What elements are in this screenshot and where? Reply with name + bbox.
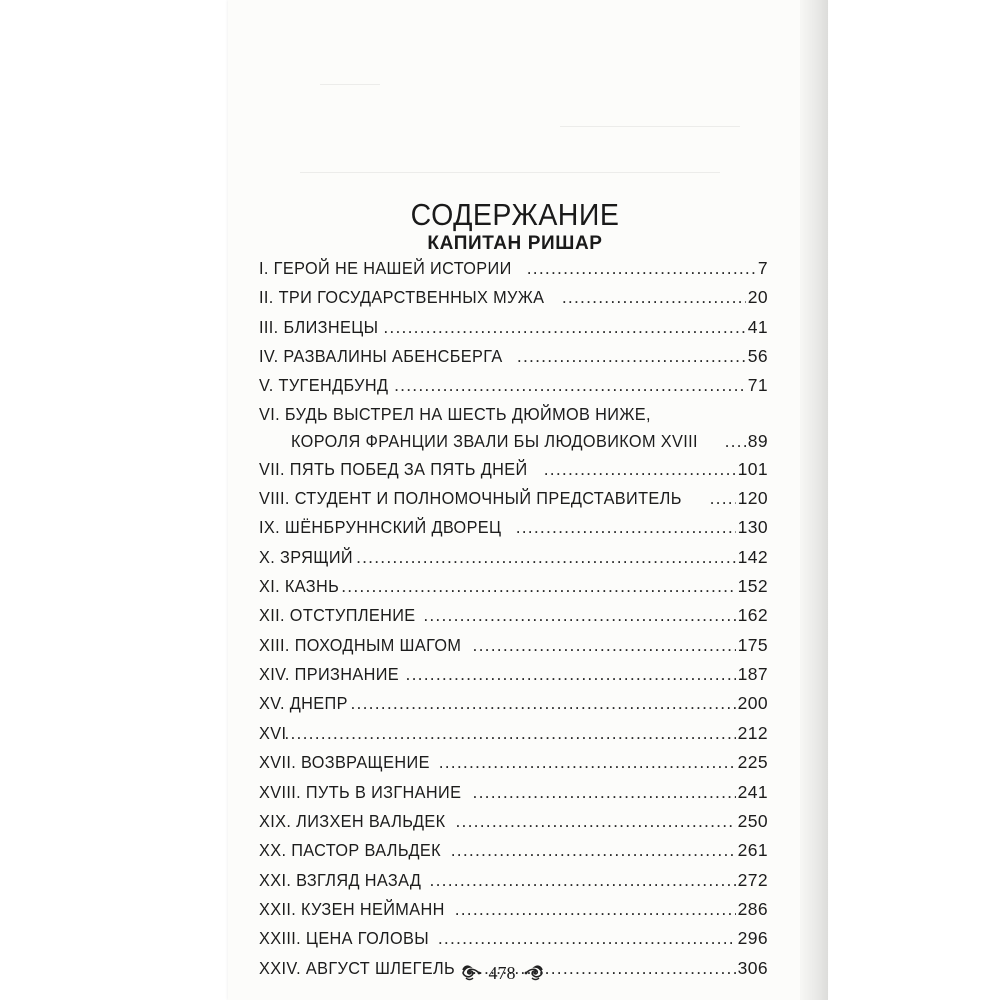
toc-entry [259,543,768,572]
dot-leader [423,601,735,630]
toc-page-number: 120 [737,488,768,509]
dot-leader [527,254,756,283]
dot-leader [455,895,736,924]
dot-leader [455,807,735,836]
dot-leader [341,572,735,601]
toc-page-number: 200 [737,693,768,714]
toc-page-number: 306 [737,957,768,978]
toc-page-number: 56 [747,346,768,367]
page-title: СОДЕРЖАНИЕ [410,196,620,232]
toc-entry-title: VIII. СТУДЕНТ И ПОЛНОМОЧНЫЙ ПРЕДСТАВИТЕЛЬ [259,488,682,509]
fleuron-icon [524,963,544,983]
toc-entry-title: XIX. ЛИЗХЕН ВАЛЬДЕК [259,810,446,831]
dot-leader [473,778,736,807]
toc-page-number: 241 [737,781,768,802]
toc-entry-title: XIV. ПРИЗНАНИЕ [259,664,399,685]
toc-entry [259,484,768,513]
table-of-contents [259,254,768,983]
toc-entry [259,631,768,660]
toc-entry [259,807,768,836]
toc-entry-title: VII. ПЯТЬ ПОБЕД ЗА ПЯТЬ ДНЕЙ [259,458,528,479]
dot-leader [284,719,735,748]
dot-leader [517,342,746,371]
dot-leader [473,631,736,660]
toc-page-number: 142 [737,546,768,567]
toc-page-number: 71 [747,375,768,396]
toc-entry-title: IV. РАЗВАЛИНЫ АБЕНСБЕРГА [259,346,503,367]
toc-entry-title: IX. ШЁНБРУННСКИЙ ДВОРЕЦ [259,517,502,538]
toc-entry-title: X. ЗРЯЩИЙ [259,546,353,567]
toc-entry-title: XIII. ПОХОДНЫМ ШАГОМ [259,634,462,655]
toc-entry-title: XVII. ВОЗВРАЩЕНИЕ [259,752,430,773]
toc-entry-title: XV. ДНЕПР [259,693,348,714]
toc-page-number: 272 [737,869,768,890]
toc-page-number: 225 [737,752,768,773]
toc-page-number: 286 [737,898,768,919]
dot-leader [451,836,736,865]
toc-entry-title: XX. ПАСТОР ВАЛЬДЕК [259,840,442,861]
section-title: КАПИТАН РИШАР [427,233,603,254]
dot-leader [350,689,735,718]
dot-leader [439,748,736,777]
toc-entry-title: I. ГЕРОЙ НЕ НАШЕЙ ИСТОРИИ [259,258,512,278]
toc-entry-title: XVIII. ПУТЬ В ИЗГНАНИЕ [259,781,462,802]
toc-entry-continuation [259,427,768,455]
toc-entry-title: VI. БУДЬ ВЫСТРЕЛ НА ШЕСТЬ ДЮЙМОВ НИЖЕ, [259,403,651,424]
toc-page-number: 41 [747,316,768,337]
toc-page-number: 296 [737,928,768,949]
toc-entry-title: XXII. КУЗЕН НЕЙМАНН [259,898,445,919]
dot-leader [394,371,746,400]
toc-page-number: 261 [737,840,768,861]
toc-entry [259,924,768,953]
dot-leader [356,543,736,572]
toc-entry-title: XVI [259,722,287,743]
toc-entry-title: XXI. ВЗГЛЯД НАЗАД [259,869,422,890]
fleuron-icon [461,963,481,983]
toc-page-number: 7 [757,258,768,278]
dot-leader [516,513,736,542]
dot-leader [430,866,736,895]
toc-entry [259,401,768,427]
toc-page-number: 130 [737,517,768,538]
toc-entry [259,895,768,924]
toc-entry-title: XXIII. ЦЕНА ГОЛОВЫ [259,928,430,949]
toc-page-number: 187 [737,664,768,685]
toc-entry [259,513,768,542]
dot-leader [544,455,736,484]
toc-page-number: 212 [737,722,768,743]
toc-entry [259,572,768,601]
toc-entry [259,778,768,807]
toc-entry [259,342,768,371]
page-edge-shadow [800,0,828,1000]
toc-entry [259,313,768,342]
toc-entry [259,866,768,895]
dot-leader [383,313,745,342]
toc-page-number: 250 [737,810,768,831]
toc-page-number: 175 [737,634,768,655]
toc-entry [259,254,768,283]
toc-entry [259,455,768,484]
toc-entry-title-continued: КОРОЛЯ ФРАНЦИИ ЗВАЛИ БЫ ЛЮДОВИКОМ XVIII [291,430,698,451]
toc-entry-title: XII. ОТСТУПЛЕНИЕ [259,605,416,626]
toc-page-number: 101 [737,458,768,479]
dot-leader [725,427,746,455]
toc-entry-title: III. БЛИЗНЕЦЫ [259,316,379,337]
show-through-line [560,126,740,127]
toc-entry-title: XXIV. АВГУСТ ШЛЕГЕЛЬ [259,957,456,978]
toc-entry [259,719,768,748]
toc-entry-title: XI. КАЗНЬ [259,576,340,597]
page-number: 478 [488,962,516,983]
toc-entry [259,748,768,777]
dot-leader [562,283,746,312]
toc-entry-title: V. ТУГЕНДБУНД [259,375,389,396]
toc-entry [259,601,768,630]
dot-leader [710,484,736,513]
toc-entry [259,371,768,400]
toc-entry [259,836,768,865]
dot-leader [406,660,736,689]
page-footer [452,959,552,987]
toc-entry [259,689,768,718]
dot-leader [438,924,736,953]
toc-page-number: 20 [747,287,768,308]
toc-entry [259,283,768,312]
show-through-line [320,84,380,85]
toc-page-number: 162 [737,605,768,626]
toc-page-number: 152 [737,576,768,597]
toc-entry [259,660,768,689]
toc-page-number: 89 [747,430,768,451]
show-through-line [300,172,720,173]
toc-entry-title: II. ТРИ ГОСУДАРСТВЕННЫХ МУЖА [259,287,545,308]
